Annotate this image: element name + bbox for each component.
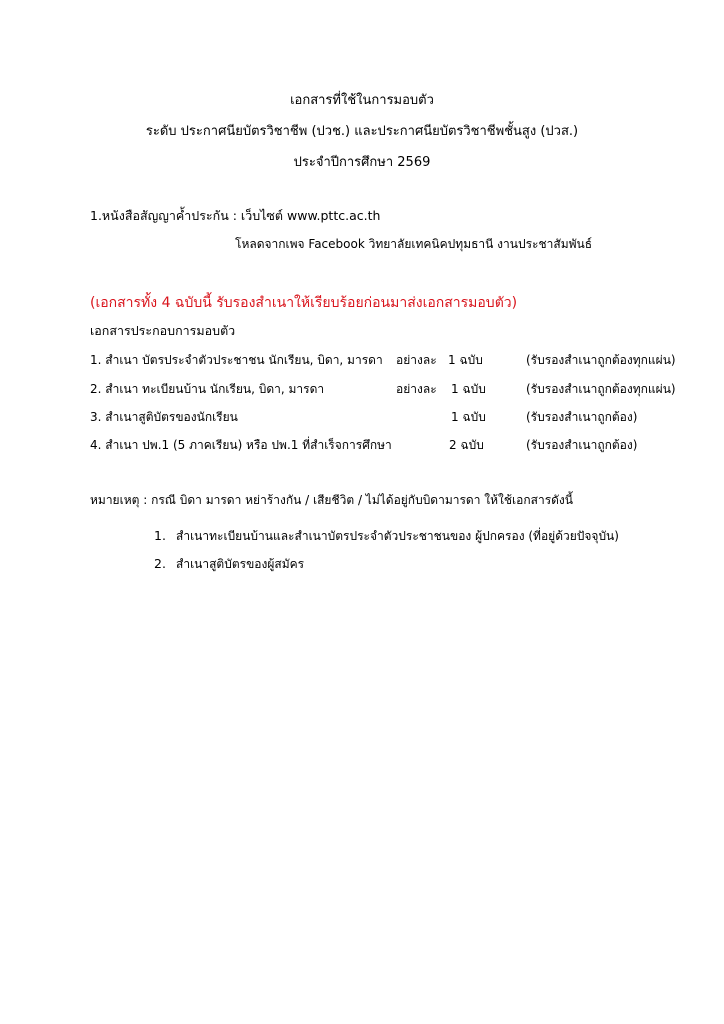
document-note: (รับรองสำเนาถูกต้องทุกแผ่น) (526, 353, 676, 367)
document-each: อย่างละ (396, 353, 437, 367)
document-qty: 1 ฉบับ (451, 382, 486, 396)
document-qty: 2 ฉบับ (449, 438, 484, 452)
remark-item-text: สำเนาสูติบัตรของผู้สมัคร (176, 557, 305, 571)
documents-heading: เอกสารประกอบการมอบตัว (90, 323, 236, 338)
document-note: (รับรองสำเนาถูกต้อง) (526, 410, 638, 424)
remark-item-number: 1. (154, 528, 166, 543)
remark-item-number: 2. (154, 556, 166, 571)
red-notice: (เอกสารทั้ง 4 ฉบับนี้ รับรองสำเนาให้เรียบร้อยก่อนมาส่งเอกสารมอบตัว) (90, 295, 518, 311)
document-name: 3. สำเนาสูติบัตรของนักเรียน (90, 410, 238, 424)
page-title: เอกสารที่ใช้ในการมอบตัว (290, 93, 434, 108)
page-subtitle-level: ระดับ ประกาศนียบัตรวิชาชีพ (ปวช.) และประกาศนียบัตรวิชาชีพชั้นสูง (ปวส.) (145, 124, 579, 139)
guarantee-line-1: 1.หนังสือสัญญาค้ำประกัน : เว็บไซต์ www.pttc.ac.th (90, 208, 381, 223)
document-name: 1. สำเนา บัตรประจำตัวประชาชน นักเรียน, บิดา, มารดา (90, 353, 383, 367)
document-name: 2. สำเนา ทะเบียนบ้าน นักเรียน, บิดา, มารดา (90, 382, 325, 396)
remark-text: หมายเหตุ : กรณี บิดา มารดา หย่าร้างกัน / เสียชีวิต / ไม่ได้อยู่กับบิดามารดา ให้ใช้เอกสารดังนี้ (90, 493, 573, 507)
document-each: อย่างละ (396, 382, 437, 396)
remark-item-text: สำเนาทะเบียนบ้านและสำเนาบัตรประจำตัวประชาชนของ ผู้ปกครอง (ที่อยู่ด้วยปัจจุบัน) (176, 529, 619, 543)
document-qty: 1 ฉบับ (448, 353, 483, 367)
document-note: (รับรองสำเนาถูกต้อง) (526, 438, 638, 452)
document-name: 4. สำเนา ปพ.1 (5 ภาคเรียน) หรือ ปพ.1 ที่สำเร็จการศึกษา (90, 438, 392, 452)
guarantee-line-2: โหลดจากเพจ Facebook วิทยาลัยเทคนิคปทุมธานี งานประชาสัมพันธ์ (235, 237, 593, 251)
page-subtitle-year: ประจำปีการศึกษา 2569 (293, 155, 431, 170)
document-note: (รับรองสำเนาถูกต้องทุกแผ่น) (526, 382, 676, 396)
document-qty: 1 ฉบับ (451, 410, 486, 424)
